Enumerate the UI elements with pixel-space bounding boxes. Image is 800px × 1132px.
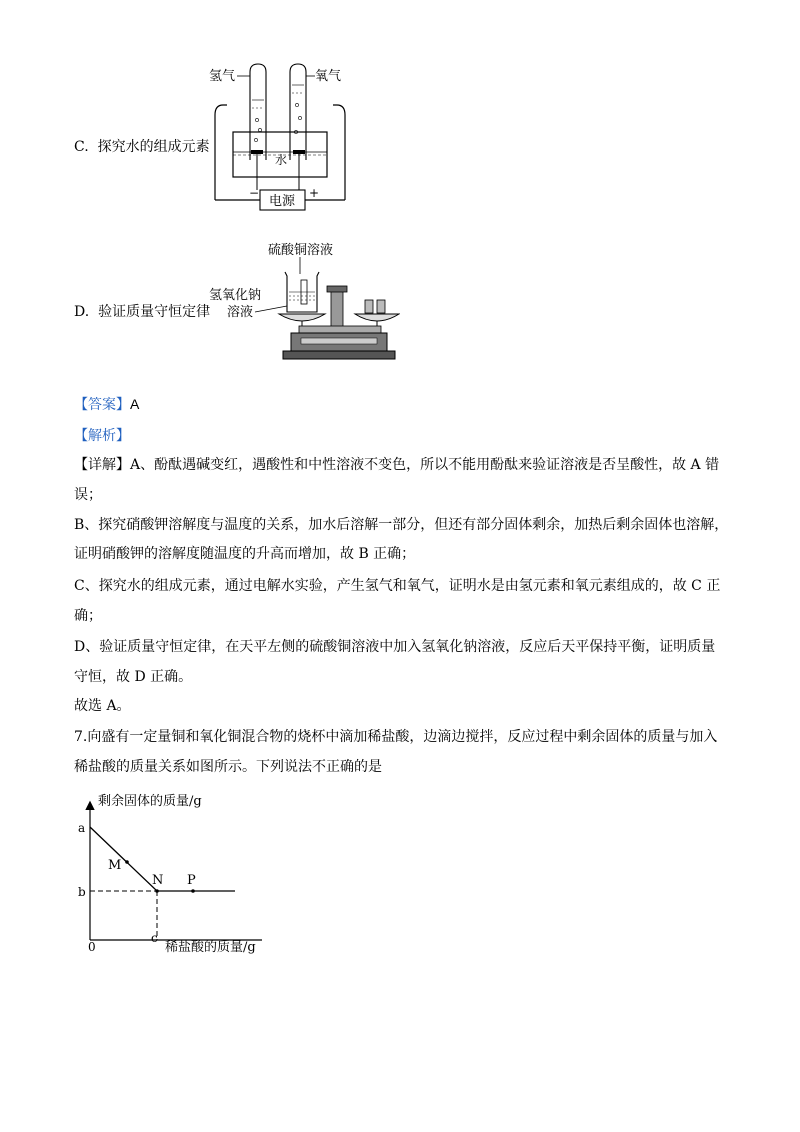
- water-label: 水: [275, 153, 288, 167]
- origin-label: 0: [88, 940, 96, 954]
- mass-chart: [70, 785, 280, 960]
- point-n: [155, 889, 159, 893]
- x-axis-label: 稀盐酸的质量/g: [165, 940, 256, 955]
- y-tick-a: a: [78, 821, 86, 835]
- copper-sulfate-label: 硫酸铜溶液: [268, 243, 334, 258]
- minus-label: −: [249, 186, 260, 200]
- x-tick-c: c: [151, 931, 158, 945]
- question-7-line-1: 7.向盛有一定量铜和氧化铜混合物的烧杯中滴加稀盐酸，边滴边搅拌，反应过程中剩余固体的质量与加入: [74, 729, 718, 745]
- detail-line-3: B、探究硝酸钾溶解度与温度的关系，加水后溶解一部分，但还有部分固体剩余，加热后剩余固体也溶解，: [74, 517, 729, 533]
- answer-tag: 【答案】: [74, 397, 130, 413]
- analysis-tag: 【解析】: [74, 428, 130, 444]
- oxygen-label: 氧气: [315, 69, 342, 84]
- detail-line-7: D、验证质量守恒定律，在天平左侧的硫酸铜溶液中加入氢氧化钠溶液，反应后天平保持平衡，证明质量: [74, 639, 716, 655]
- electrolysis-apparatus-figure: [205, 60, 355, 215]
- question-7-line-2: 稀盐酸的质量关系如图所示。下列说法不正确的是: [74, 759, 382, 775]
- naoh-label-line1: 氢氧化钠: [209, 288, 262, 303]
- hydrogen-label: 氢气: [209, 69, 236, 84]
- y-axis-label: 剩余固体的质量/g: [98, 794, 202, 809]
- point-p: [191, 889, 195, 893]
- detail-line-4: 证明硝酸钾的溶解度随温度的升高而增加，故 B 正确；: [74, 546, 416, 562]
- power-label: 电源: [269, 194, 296, 209]
- option-c-label: C.: [74, 139, 89, 155]
- detail-line-8: 守恒，故 D 正确。: [74, 669, 193, 685]
- detail-line-9: 故选 A。: [74, 698, 131, 714]
- point-m: [125, 860, 129, 864]
- option-c-text: [74, 137, 210, 157]
- option-d-description: 验证质量守恒定律: [98, 304, 211, 320]
- answer-value: A: [130, 396, 140, 412]
- point-p-label: P: [187, 873, 196, 888]
- y-tick-b: b: [78, 885, 86, 899]
- plus-label: +: [309, 186, 320, 200]
- detail-line-6: 确；: [74, 608, 102, 624]
- detail-line-2: 误；: [74, 487, 102, 503]
- detail-line-1: 【详解】A、酚酞遇碱变红，遇酸性和中性溶液不变色，所以不能用酚酞来验证溶液是否呈酸性，故 A 错: [74, 457, 720, 473]
- option-d-text: [74, 302, 210, 322]
- point-m-label: M: [108, 858, 122, 873]
- balance-apparatus-figure: [205, 234, 400, 374]
- option-c-description: 探究水的组成元素: [97, 139, 210, 155]
- detail-line-5: C、探究水的组成元素，通过电解水实验，产生氢气和氧气，证明水是由氢元素和氧元素组成的，故 C 正: [74, 578, 721, 594]
- naoh-label-line2: 溶液: [227, 305, 254, 320]
- point-n-label: N: [152, 873, 164, 888]
- answer-line: [74, 394, 139, 415]
- option-d-label: D.: [74, 304, 90, 320]
